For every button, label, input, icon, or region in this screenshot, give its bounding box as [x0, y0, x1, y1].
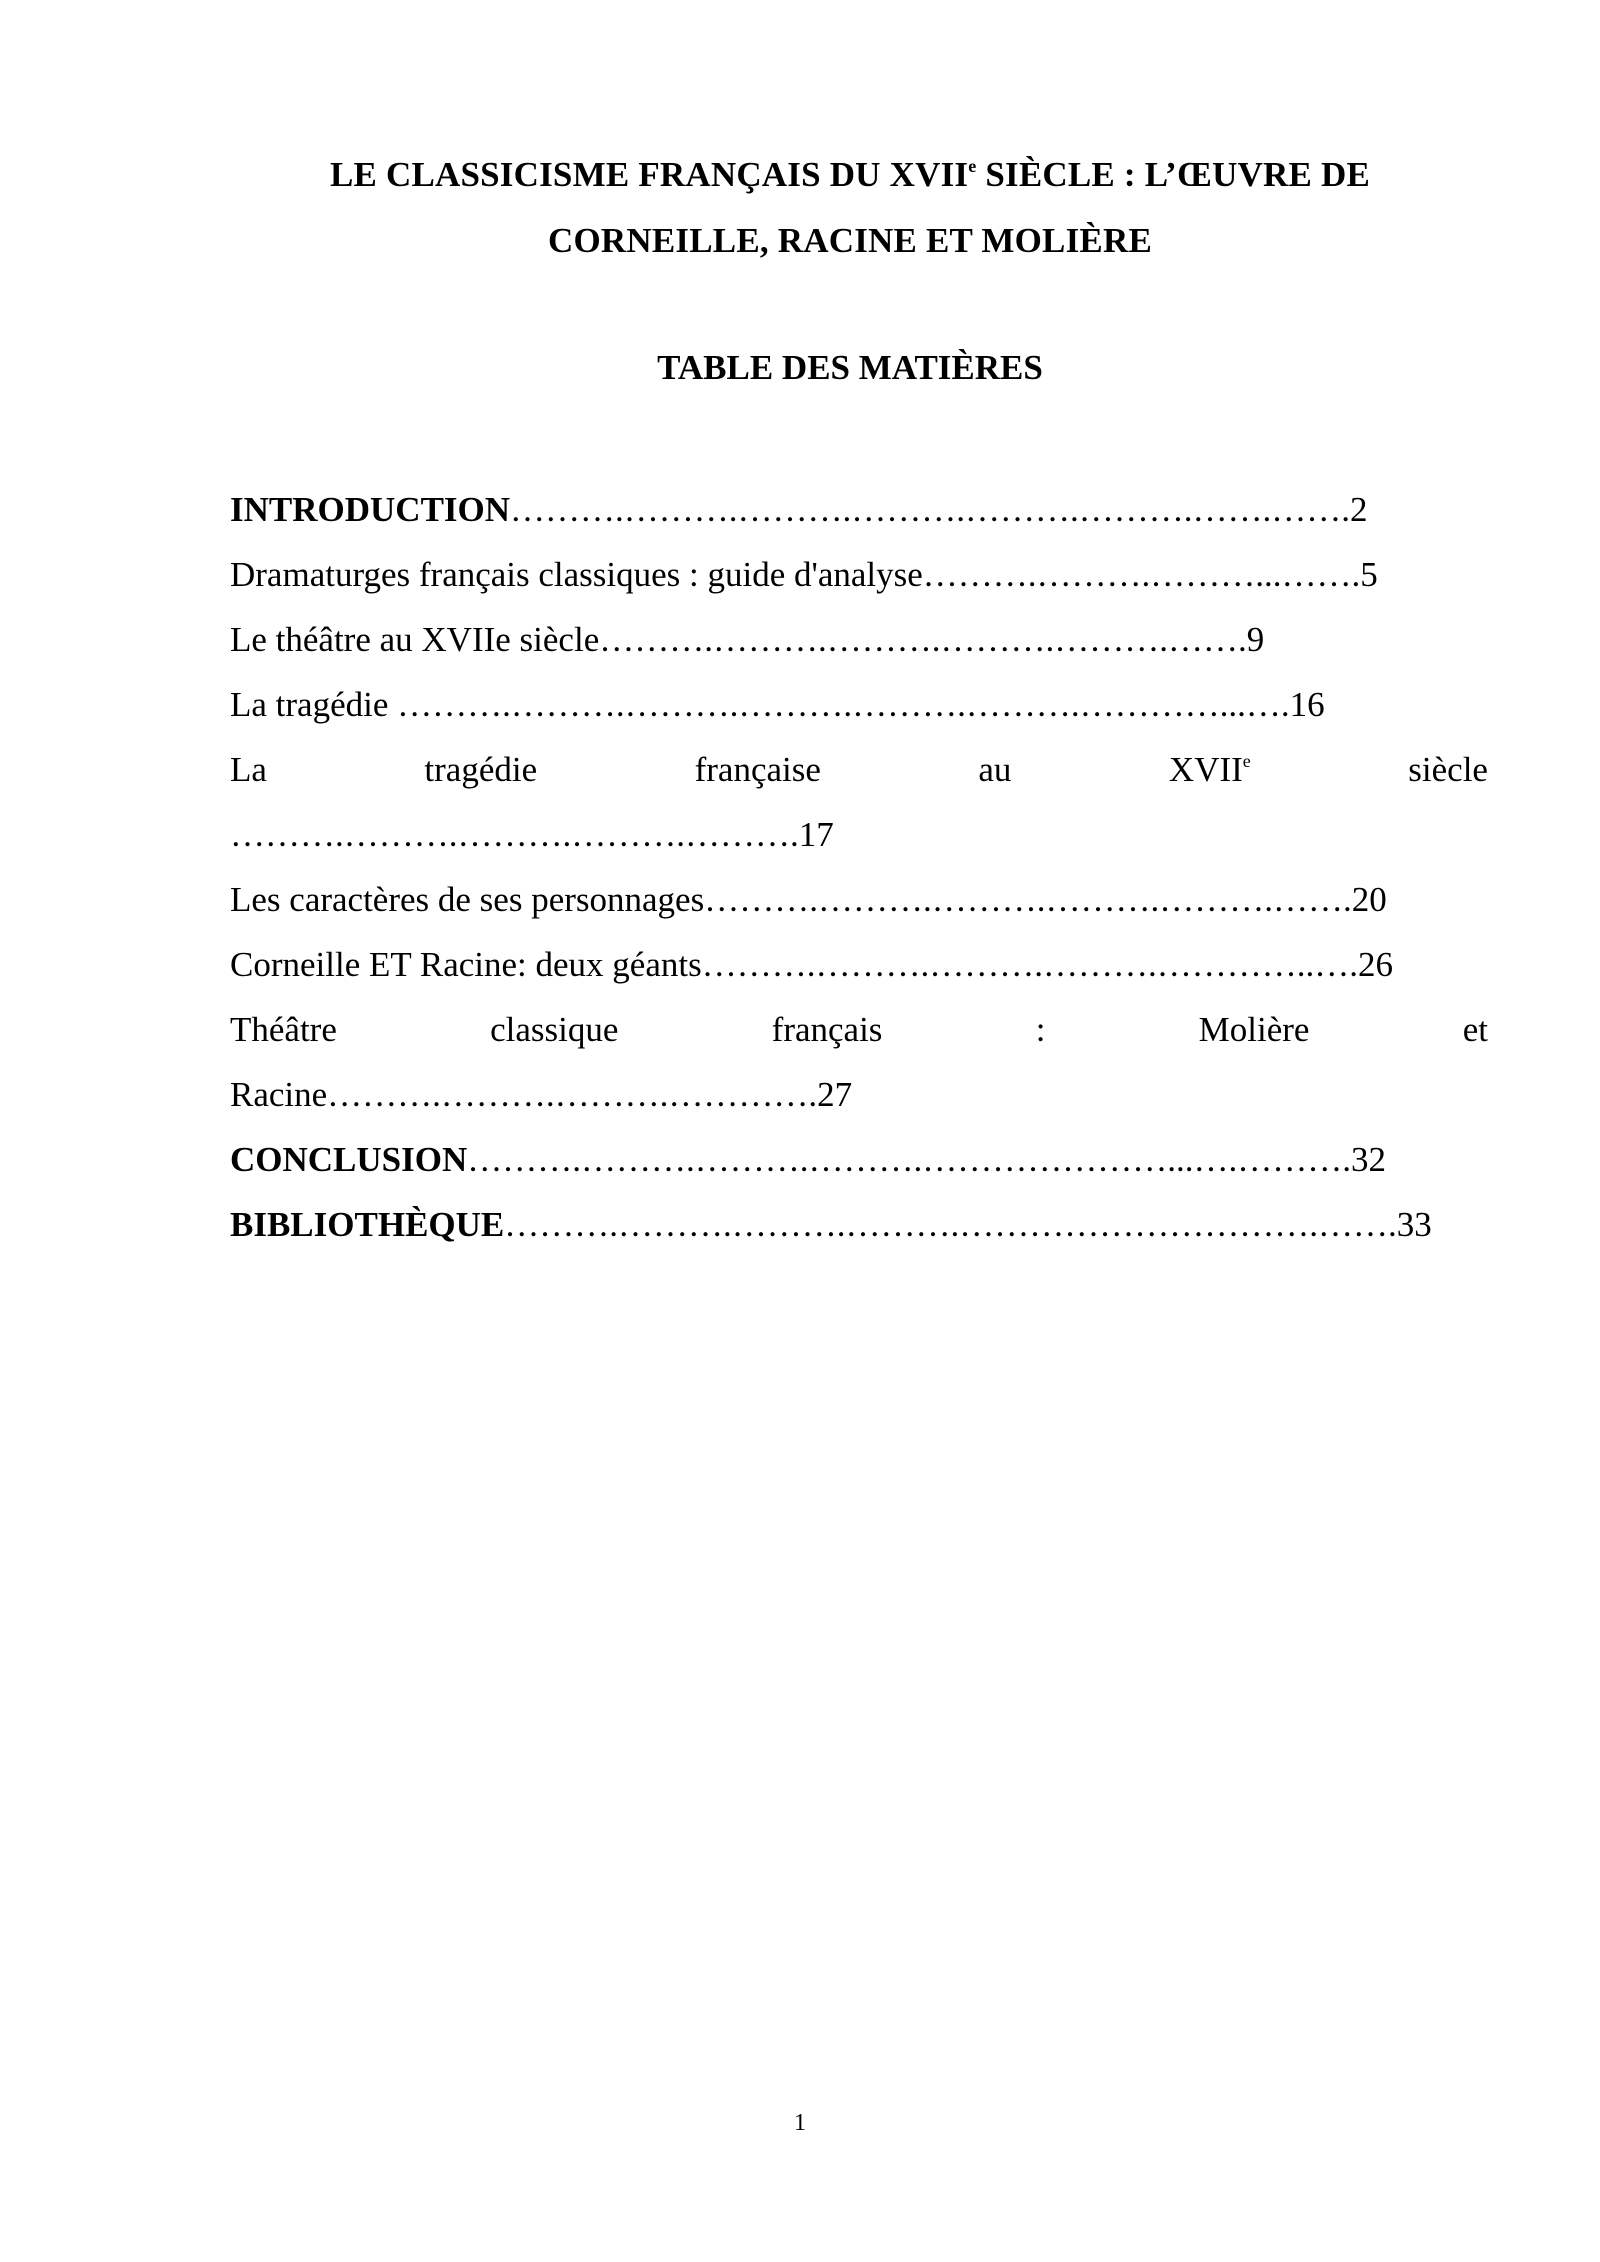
toc-word: classique: [490, 1010, 619, 1049]
toc-entry-tragedie-francaise-continuation[interactable]: ……….……….……….……….……….17: [230, 815, 834, 854]
toc-entry-tragedie-francaise[interactable]: [230, 737, 1488, 802]
title-line2: CORNEILLE, RACINE ET MOLIÈRE: [548, 221, 1152, 260]
toc-word: Molière: [1198, 1010, 1310, 1049]
title-line1-part-a: LE CLASSICISME FRANÇAIS DU XVII: [329, 155, 969, 194]
toc-word: Théâtre: [230, 1010, 337, 1049]
toc-word: et: [1462, 1010, 1488, 1049]
toc-label: INTRODUCTION: [230, 490, 511, 529]
toc-heading: TABLE DES MATIÈRES: [657, 348, 1043, 387]
toc-entry-bibliotheque[interactable]: [230, 1192, 1492, 1257]
toc-leader: ……….……….……….……….………………………….…….33: [504, 1205, 1432, 1244]
page-number: 1: [794, 2110, 806, 2136]
toc-word: :: [1035, 1010, 1046, 1049]
toc-word: XVII: [1168, 750, 1243, 789]
toc-entry-theatre-classique-continuation[interactable]: Racine……….……….……….………….27: [230, 1075, 853, 1114]
toc-label: BIBLIOTHÈQUE: [230, 1205, 505, 1244]
toc-word: au: [978, 750, 1012, 789]
toc-entry-theatre-xvii[interactable]: Le théâtre au XVIIe siècle……….……….……….……….……….…….9: [230, 620, 1265, 659]
toc-entry-theatre-classique[interactable]: [230, 997, 1488, 1062]
toc-leader: ……….……….……….……….…………………...….……….32: [467, 1140, 1387, 1179]
document-title: [230, 142, 1470, 274]
table-of-contents: [230, 477, 1492, 1257]
toc-word: siècle: [1408, 750, 1488, 789]
toc-entry-tragedie[interactable]: La tragédie ……….……….……….……….……….……….…………...….16: [230, 685, 1325, 724]
toc-word: française: [694, 750, 821, 789]
toc-entry-caracteres[interactable]: Les caractères de ses personnages……….……….……….……….……….…….20: [230, 880, 1387, 919]
toc-label: CONCLUSION: [230, 1140, 468, 1179]
toc-word: La: [230, 750, 267, 789]
toc-word: français: [771, 1010, 883, 1049]
toc-entry-conclusion[interactable]: [230, 1127, 1492, 1192]
toc-leader: ……….……….……….……….……….……….…….…….2: [510, 490, 1368, 529]
toc-superscript: e: [1242, 751, 1251, 771]
toc-entry-introduction[interactable]: [230, 477, 1492, 542]
toc-word-with-sup: [1169, 737, 1251, 802]
title-line1-part-b: SIÈCLE : L’ŒUVRE DE: [976, 155, 1371, 194]
title-superscript: e: [968, 156, 977, 176]
toc-entry-dramaturges[interactable]: Dramaturges français classiques : guide d'analyse……….……….………...…….5: [230, 555, 1378, 594]
toc-entry-corneille-racine[interactable]: Corneille ET Racine: deux géants……….……….……….……….…………..….26: [230, 945, 1393, 984]
toc-word: tragédie: [424, 750, 538, 789]
